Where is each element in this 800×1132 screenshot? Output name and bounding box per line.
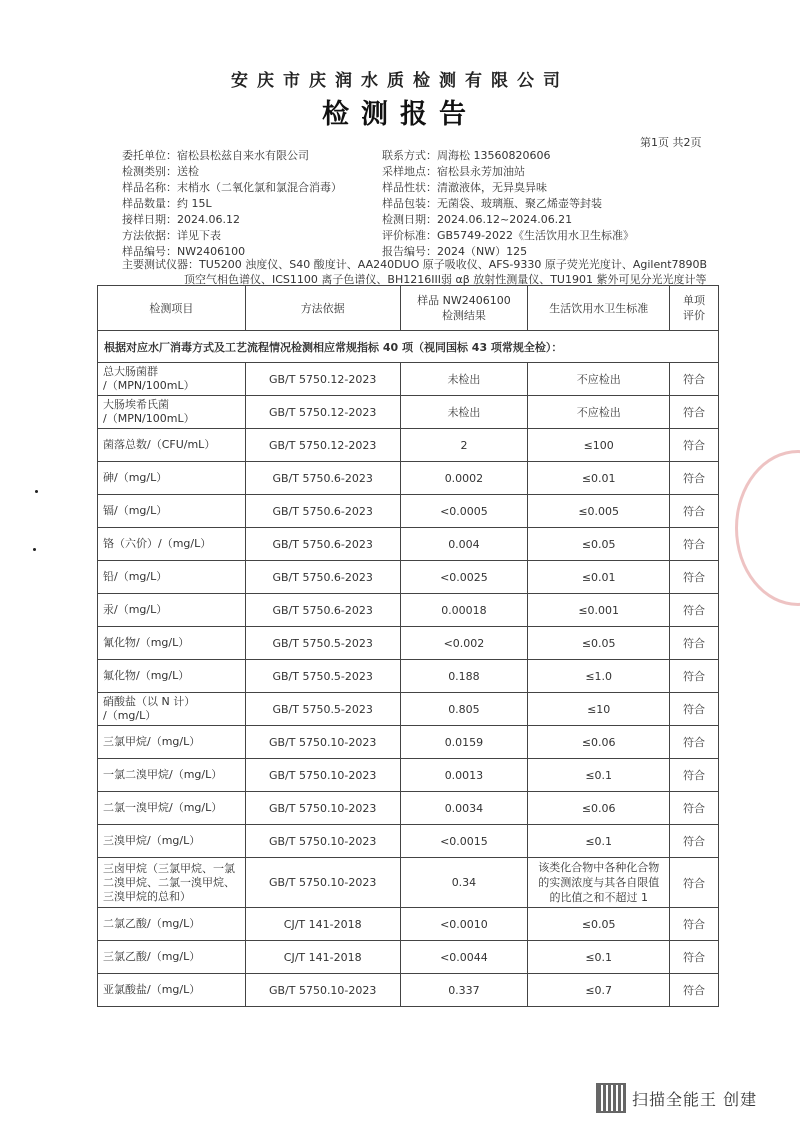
info-value: 无菌袋、玻璃瓶、聚乙烯壶等封装 bbox=[437, 197, 602, 210]
cell-method: CJ/T 141-2018 bbox=[245, 908, 400, 941]
scanner-watermark bbox=[596, 1083, 757, 1113]
info-value: 末梢水（二氧化氯和氯混合消毒） bbox=[177, 181, 342, 194]
cell-result: 0.0002 bbox=[400, 462, 528, 495]
info-label: 委托单位： bbox=[122, 149, 177, 162]
cell-standard: ≤0.7 bbox=[528, 974, 670, 1007]
cell-eval: 符合 bbox=[670, 759, 719, 792]
cell-result: 0.337 bbox=[400, 974, 528, 1007]
cell-eval: 符合 bbox=[670, 396, 719, 429]
cell-method: GB/T 5750.5-2023 bbox=[245, 660, 400, 693]
cell-result: 0.00018 bbox=[400, 594, 528, 627]
cell-result: <0.002 bbox=[400, 627, 528, 660]
info-label: 报告编号： bbox=[382, 245, 437, 258]
cell-eval: 符合 bbox=[670, 908, 719, 941]
info-value: 送检 bbox=[177, 165, 199, 178]
cell-standard: ≤0.05 bbox=[528, 627, 670, 660]
cell-result: 0.004 bbox=[400, 528, 528, 561]
info-value: 2024.06.12~2024.06.21 bbox=[437, 213, 573, 226]
info-label: 联系方式： bbox=[382, 149, 437, 162]
cell-method: GB/T 5750.10-2023 bbox=[245, 974, 400, 1007]
info-field bbox=[382, 212, 634, 228]
info-value: 宿松县永芳加油站 bbox=[437, 165, 525, 178]
cell-standard: ≤0.05 bbox=[528, 908, 670, 941]
header-result: 样品 NW2406100 检测结果 bbox=[400, 286, 528, 331]
qr-code-icon bbox=[596, 1083, 626, 1113]
info-label: 评价标准： bbox=[382, 229, 437, 242]
cell-method: GB/T 5750.6-2023 bbox=[245, 528, 400, 561]
cell-item: 砷/（mg/L） bbox=[98, 462, 246, 495]
scanner-text: 扫描全能王 创建 bbox=[632, 1089, 758, 1109]
cell-method: GB/T 5750.10-2023 bbox=[245, 858, 400, 908]
cell-result: 2 bbox=[400, 429, 528, 462]
cell-item: 总大肠菌群 /（MPN/100mL） bbox=[98, 363, 246, 396]
cell-eval: 符合 bbox=[670, 825, 719, 858]
cell-item: 汞/（mg/L） bbox=[98, 594, 246, 627]
cell-eval: 符合 bbox=[670, 495, 719, 528]
table-row bbox=[98, 858, 719, 908]
info-field bbox=[122, 228, 342, 244]
table-row bbox=[98, 726, 719, 759]
cell-item: 氰化物/（mg/L） bbox=[98, 627, 246, 660]
table-row bbox=[98, 627, 719, 660]
instruments-line1: TU5200 浊度仪、S40 酸度计、AA240DUO 原子吸收仪、AFS-9330 原子荧光光度计、Agilent7890B bbox=[199, 258, 708, 271]
header-standard: 生活饮用水卫生标准 bbox=[528, 286, 670, 331]
info-label: 样品编号： bbox=[122, 245, 177, 258]
cell-eval: 符合 bbox=[670, 660, 719, 693]
cell-standard: ≤0.01 bbox=[528, 561, 670, 594]
cell-standard: ≤0.1 bbox=[528, 759, 670, 792]
cell-result: 0.0013 bbox=[400, 759, 528, 792]
table-row bbox=[98, 759, 719, 792]
cell-result: 0.34 bbox=[400, 858, 528, 908]
cell-eval: 符合 bbox=[670, 974, 719, 1007]
cell-standard: 不应检出 bbox=[528, 363, 670, 396]
cell-item: 菌落总数/（CFU/mL） bbox=[98, 429, 246, 462]
cell-item: 亚氯酸盐/（mg/L） bbox=[98, 974, 246, 1007]
info-value: 清澈液体，无异臭异味 bbox=[437, 181, 547, 194]
cell-eval: 符合 bbox=[670, 528, 719, 561]
scan-speck bbox=[33, 548, 36, 551]
info-field bbox=[122, 196, 342, 212]
cell-eval: 符合 bbox=[670, 429, 719, 462]
info-right bbox=[382, 148, 634, 260]
info-value: GB5749-2022《生活饮用水卫生标准》 bbox=[437, 229, 635, 242]
info-field bbox=[122, 180, 342, 196]
cell-standard: ≤0.01 bbox=[528, 462, 670, 495]
info-value: 约 15L bbox=[177, 197, 212, 210]
instruments-line2: 顶空气相色谱仪、ICS1100 离子色谱仪、BH1216III弱 αβ 放射性测量仪、TU1901 紫外可见分光光度计等 bbox=[184, 273, 707, 286]
table-row bbox=[98, 660, 719, 693]
scan-speck bbox=[35, 490, 38, 493]
info-label: 检测日期： bbox=[382, 213, 437, 226]
info-left bbox=[122, 148, 342, 260]
page-info: 第1页 共2页 bbox=[640, 136, 702, 149]
cell-eval: 符合 bbox=[670, 363, 719, 396]
cell-standard: ≤0.1 bbox=[528, 825, 670, 858]
info-field bbox=[122, 164, 342, 180]
instruments-label: 主要测试仪器： bbox=[122, 258, 199, 271]
cell-result: <0.0010 bbox=[400, 908, 528, 941]
cell-item: 氟化物/（mg/L） bbox=[98, 660, 246, 693]
info-field bbox=[382, 228, 634, 244]
cell-result: 0.805 bbox=[400, 693, 528, 726]
header-eval: 单项 评价 bbox=[670, 286, 719, 331]
table-row bbox=[98, 462, 719, 495]
cell-eval: 符合 bbox=[670, 726, 719, 759]
cell-item: 三氯甲烷/（mg/L） bbox=[98, 726, 246, 759]
info-label: 接样日期： bbox=[122, 213, 177, 226]
cell-item: 三卤甲烷（三氯甲烷、一氯 二溴甲烷、二氯一溴甲烷、 三溴甲烷的总和） bbox=[98, 858, 246, 908]
info-field bbox=[122, 212, 342, 228]
info-value: 周海松 13560820606 bbox=[437, 149, 551, 162]
cell-standard: ≤10 bbox=[528, 693, 670, 726]
cell-method: GB/T 5750.10-2023 bbox=[245, 792, 400, 825]
header-method: 方法依据 bbox=[245, 286, 400, 331]
info-field bbox=[382, 180, 634, 196]
cell-item: 铅/（mg/L） bbox=[98, 561, 246, 594]
table-row bbox=[98, 693, 719, 726]
cell-standard: ≤100 bbox=[528, 429, 670, 462]
cell-eval: 符合 bbox=[670, 462, 719, 495]
cell-method: GB/T 5750.6-2023 bbox=[245, 462, 400, 495]
cell-item: 一氯二溴甲烷/（mg/L） bbox=[98, 759, 246, 792]
cell-method: GB/T 5750.12-2023 bbox=[245, 429, 400, 462]
cell-method: GB/T 5750.10-2023 bbox=[245, 759, 400, 792]
cell-result: 未检出 bbox=[400, 363, 528, 396]
cell-eval: 符合 bbox=[670, 858, 719, 908]
table-row bbox=[98, 974, 719, 1007]
info-label: 样品数量： bbox=[122, 197, 177, 210]
info-label: 样品包装： bbox=[382, 197, 437, 210]
table-row bbox=[98, 495, 719, 528]
cell-item: 二氯乙酸/（mg/L） bbox=[98, 908, 246, 941]
cell-result: <0.0005 bbox=[400, 495, 528, 528]
cell-eval: 符合 bbox=[670, 627, 719, 660]
cell-eval: 符合 bbox=[670, 594, 719, 627]
cell-method: GB/T 5750.12-2023 bbox=[245, 363, 400, 396]
cell-result: 0.0034 bbox=[400, 792, 528, 825]
cell-item: 三氯乙酸/（mg/L） bbox=[98, 941, 246, 974]
info-field bbox=[382, 148, 634, 164]
cell-result: <0.0044 bbox=[400, 941, 528, 974]
info-value: 2024（NW）125 bbox=[437, 245, 528, 258]
cell-standard: ≤1.0 bbox=[528, 660, 670, 693]
info-field bbox=[382, 164, 634, 180]
cell-result: <0.0015 bbox=[400, 825, 528, 858]
instruments bbox=[122, 257, 707, 287]
cell-standard: ≤0.1 bbox=[528, 941, 670, 974]
cell-standard: ≤0.001 bbox=[528, 594, 670, 627]
results-table bbox=[97, 285, 719, 1007]
info-label: 方法依据： bbox=[122, 229, 177, 242]
cell-method: GB/T 5750.5-2023 bbox=[245, 627, 400, 660]
info-label: 采样地点： bbox=[382, 165, 437, 178]
cell-method: GB/T 5750.6-2023 bbox=[245, 594, 400, 627]
info-value: 2024.06.12 bbox=[177, 213, 240, 226]
info-field bbox=[122, 148, 342, 164]
cell-method: GB/T 5750.6-2023 bbox=[245, 561, 400, 594]
cell-result: <0.0025 bbox=[400, 561, 528, 594]
table-row bbox=[98, 825, 719, 858]
info-label: 样品名称： bbox=[122, 181, 177, 194]
table-row bbox=[98, 792, 719, 825]
info-label: 样品性状： bbox=[382, 181, 437, 194]
cell-method: GB/T 5750.10-2023 bbox=[245, 825, 400, 858]
cell-item: 镉/（mg/L） bbox=[98, 495, 246, 528]
info-field bbox=[382, 196, 634, 212]
cell-standard: ≤0.06 bbox=[528, 792, 670, 825]
section-heading: 根据对应水厂消毒方式及工艺流程情况检测相应常规指标 40 项（视同国标 43 项常规全检）： bbox=[98, 331, 719, 363]
cell-item: 硝酸盐（以 N 计） /（mg/L） bbox=[98, 693, 246, 726]
table-row bbox=[98, 561, 719, 594]
cell-item: 三溴甲烷/（mg/L） bbox=[98, 825, 246, 858]
cell-method: GB/T 5750.10-2023 bbox=[245, 726, 400, 759]
cell-method: CJ/T 141-2018 bbox=[245, 941, 400, 974]
cell-standard: ≤0.06 bbox=[528, 726, 670, 759]
cell-eval: 符合 bbox=[670, 941, 719, 974]
cell-method: GB/T 5750.6-2023 bbox=[245, 495, 400, 528]
header-item: 检测项目 bbox=[98, 286, 246, 331]
report-title: 检测报告 bbox=[322, 99, 478, 130]
cell-result: 0.0159 bbox=[400, 726, 528, 759]
table-row bbox=[98, 363, 719, 396]
cell-standard: 该类化合物中各种化合物 的实测浓度与其各自限值 的比值之和不超过 1 bbox=[528, 858, 670, 908]
cell-eval: 符合 bbox=[670, 792, 719, 825]
cell-item: 二氯一溴甲烷/（mg/L） bbox=[98, 792, 246, 825]
table-row bbox=[98, 908, 719, 941]
cell-method: GB/T 5750.5-2023 bbox=[245, 693, 400, 726]
cell-result: 未检出 bbox=[400, 396, 528, 429]
info-value: NW2406100 bbox=[177, 245, 246, 258]
table-row bbox=[98, 594, 719, 627]
cell-standard: ≤0.005 bbox=[528, 495, 670, 528]
stamp-seal bbox=[735, 450, 800, 606]
info-label: 检测类别： bbox=[122, 165, 177, 178]
company-name: 安庆市庆润水质检测有限公司 bbox=[231, 71, 569, 91]
table-row bbox=[98, 941, 719, 974]
info-value: 宿松县松兹自来水有限公司 bbox=[177, 149, 309, 162]
table-row bbox=[98, 396, 719, 429]
table-row bbox=[98, 429, 719, 462]
cell-result: 0.188 bbox=[400, 660, 528, 693]
cell-standard: ≤0.05 bbox=[528, 528, 670, 561]
cell-standard: 不应检出 bbox=[528, 396, 670, 429]
info-value: 详见下表 bbox=[177, 229, 221, 242]
cell-item: 铬（六价）/（mg/L） bbox=[98, 528, 246, 561]
cell-method: GB/T 5750.12-2023 bbox=[245, 396, 400, 429]
table-row bbox=[98, 528, 719, 561]
cell-eval: 符合 bbox=[670, 561, 719, 594]
cell-item: 大肠埃希氏菌 /（MPN/100mL） bbox=[98, 396, 246, 429]
cell-eval: 符合 bbox=[670, 693, 719, 726]
